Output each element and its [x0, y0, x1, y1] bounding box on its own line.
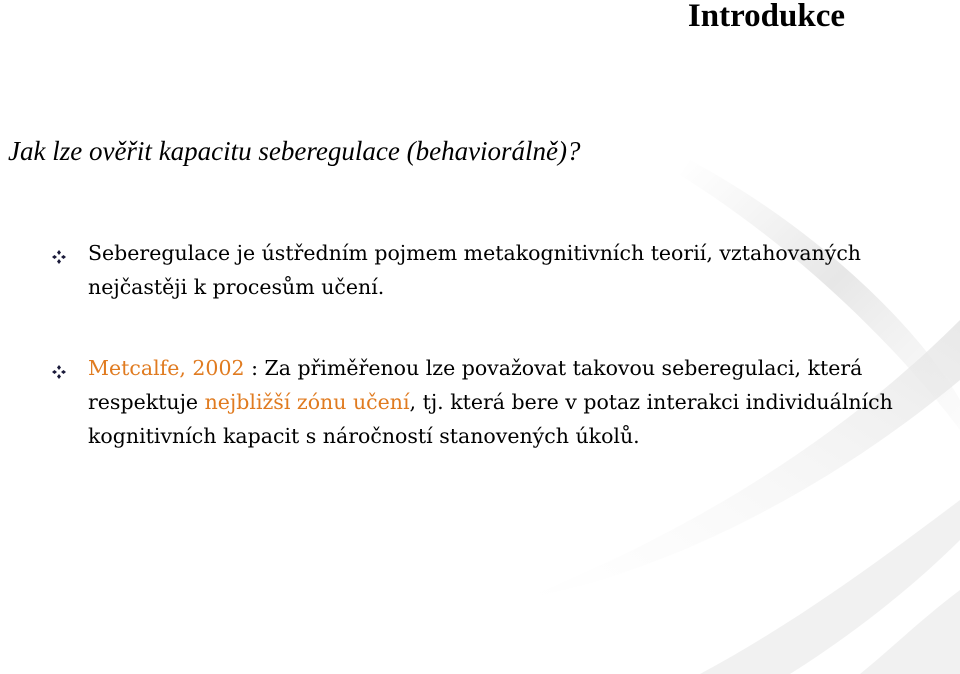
slide-title: Introdukce	[687, 0, 845, 34]
four-diamond-bullet-icon	[52, 365, 66, 379]
four-diamond-bullet-icon	[52, 250, 66, 264]
citation-text: Metcalfe, 2002	[88, 356, 245, 380]
highlighted-term: nejbližší zónu učení	[204, 390, 410, 414]
bullet-text: Seberegulace je ústředním pojmem metakognitivních teorií, vztahovaných nejčastěji k procesům učení.	[88, 241, 862, 299]
bullet-item	[88, 351, 938, 453]
bullet-text-continued: , tj. která bere v potaz interakci individuálních kognitivních kapacit s náročností stanovených úkolů.	[88, 390, 893, 448]
bullet-text: : Za přiměřenou lze považovat takovou seberegulaci, která respektuje	[88, 356, 863, 414]
slide-question: Jak lze ověřit kapacitu seberegulace (behaviorálně)?	[8, 136, 581, 166]
bullet-item	[88, 236, 938, 304]
